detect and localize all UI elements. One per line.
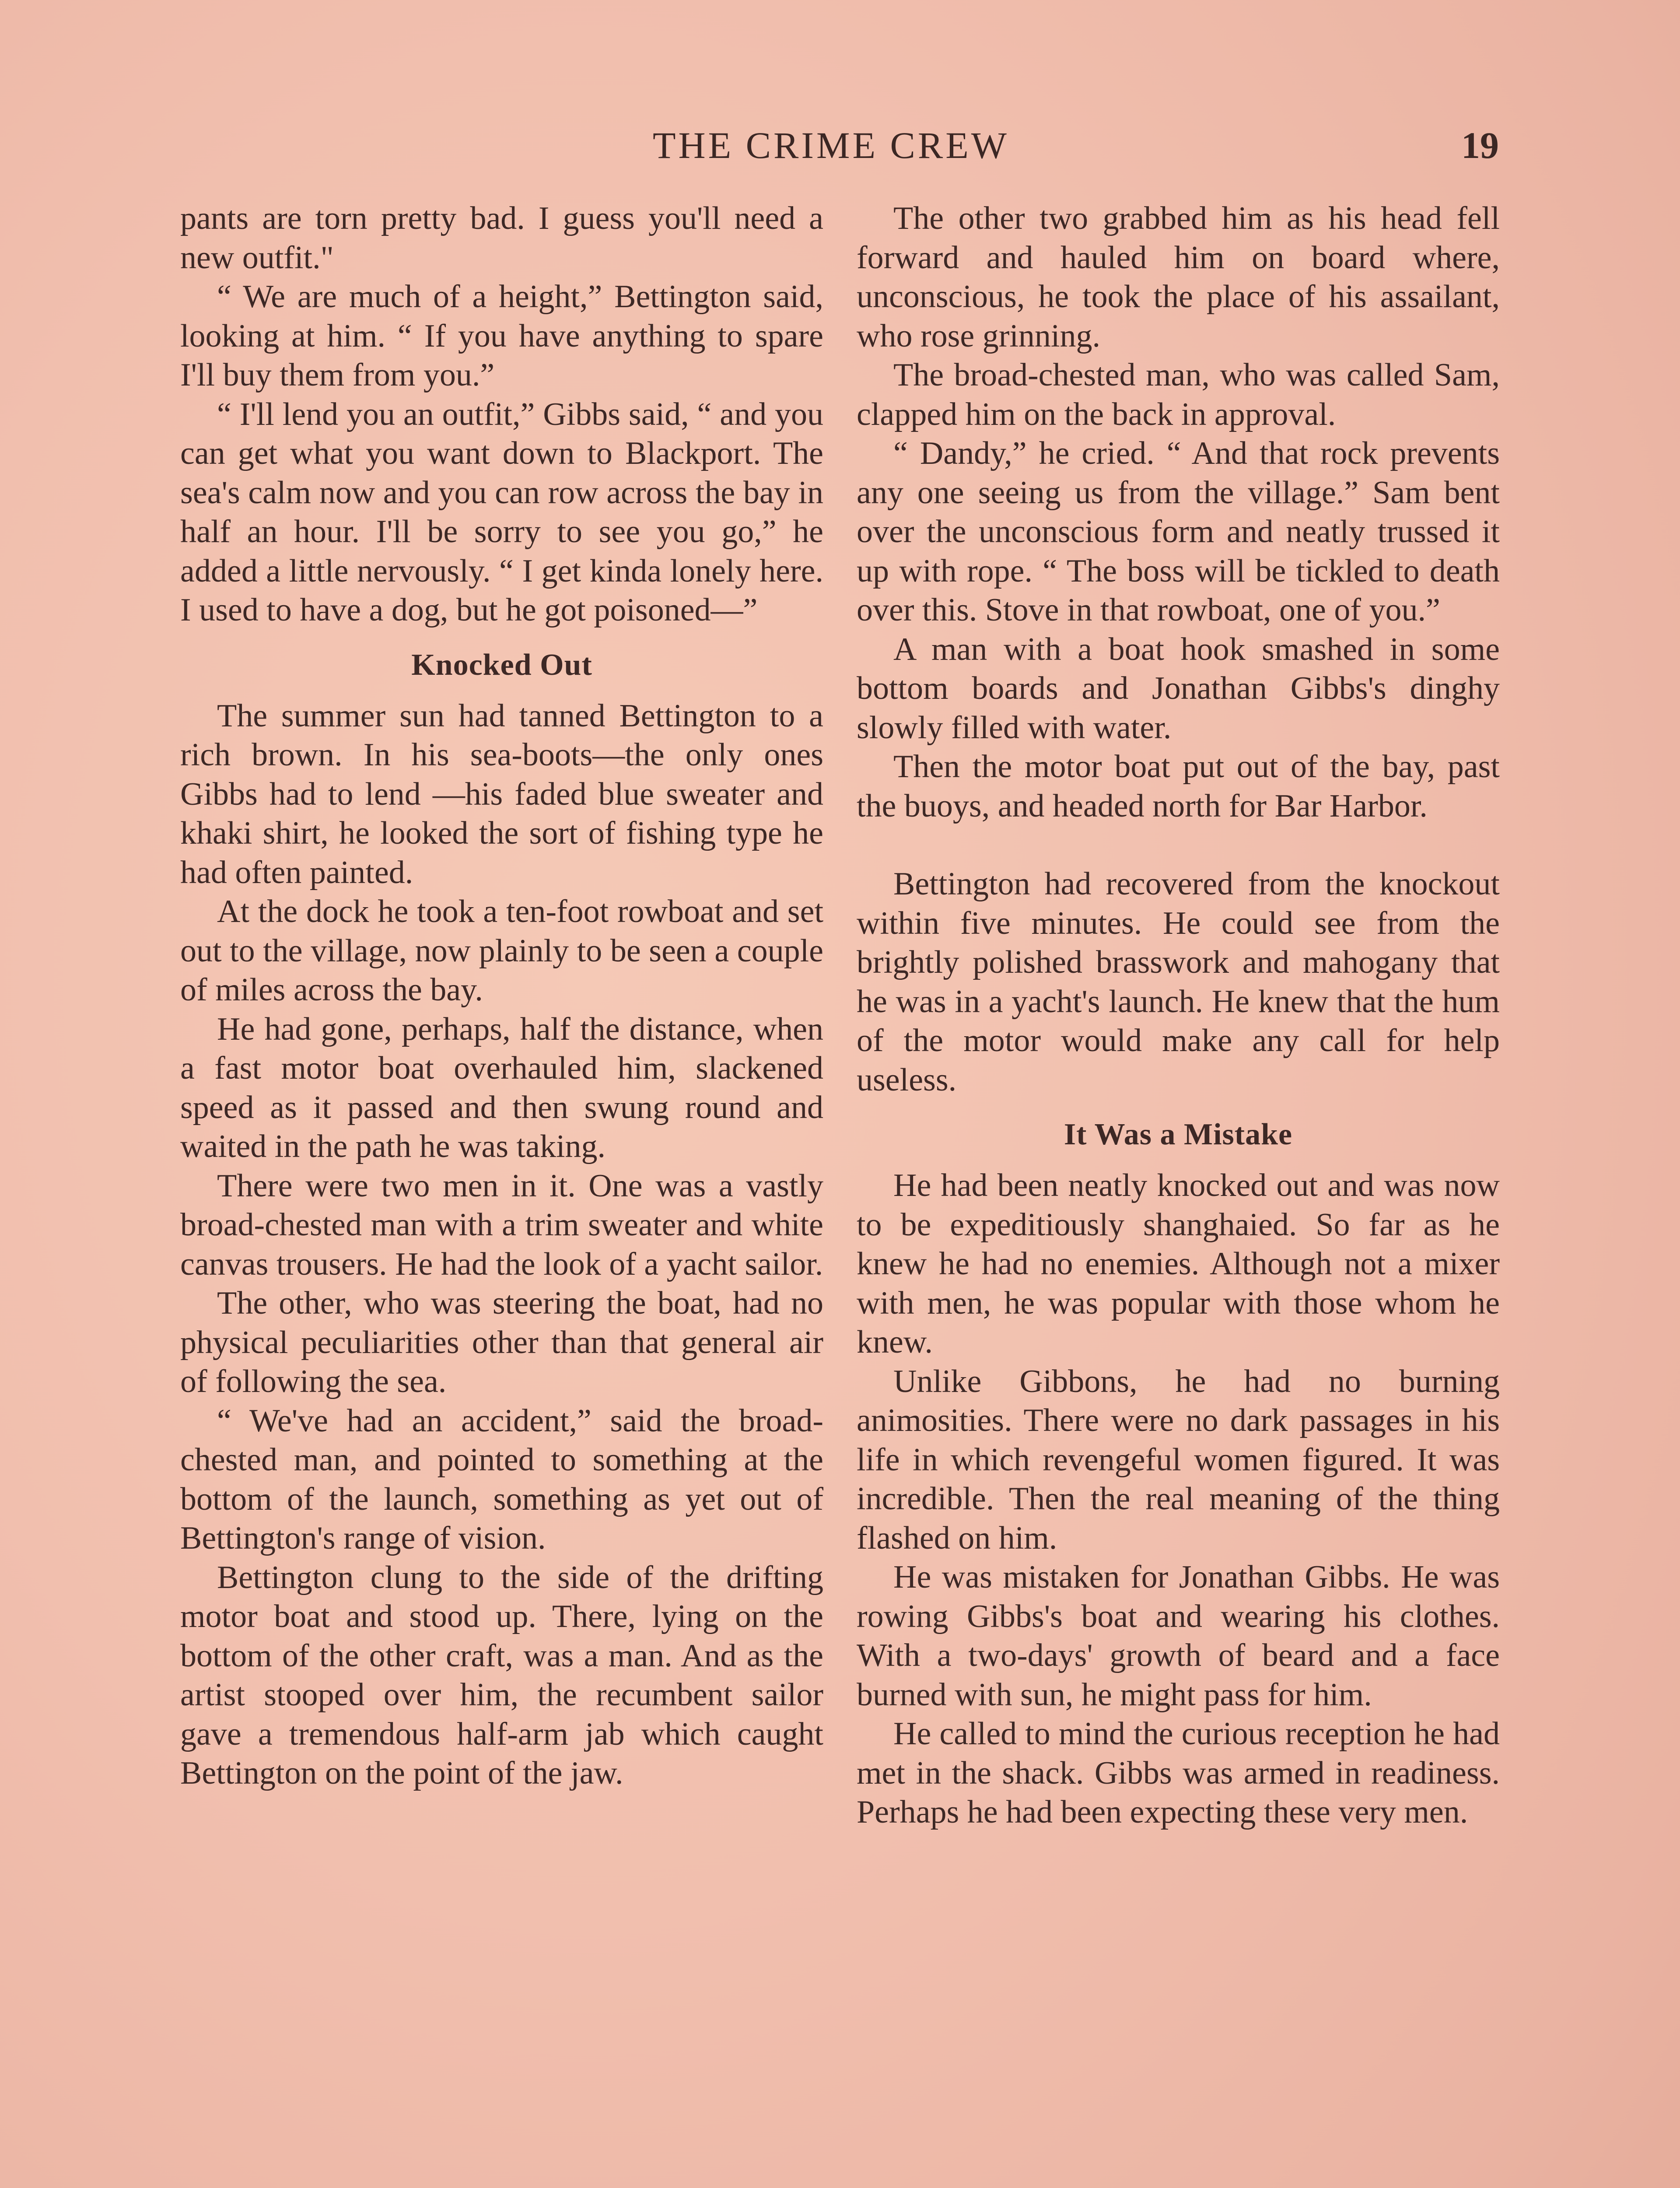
paragraph: The broad-chested man, who was called Sam, clapped him on the back in approval.	[857, 357, 1500, 432]
paragraph: A man with a boat hook smashed in some bottom boards and Jonathan Gibbs's dinghy slowly filled with water.	[857, 631, 1500, 746]
section-break	[857, 826, 1500, 865]
paragraph: At the dock he took a ten-foot rowboat and set out to the village, now plainly to be seen a couple of miles across the bay.	[180, 894, 823, 1008]
section-heading-knocked-out: Knocked Out	[411, 648, 592, 682]
paragraph: pants are torn pretty bad. I guess you'll need a new outfit."	[180, 200, 823, 276]
paragraph: “ I'll lend you an outfit,” Gibbs said, “ and you can get what you want down to Blackport. The sea's calm now and you can row across the bay in half an hour. I'll be sorry to see you go,” he added a little nervously. “ I get kinda lonely here. I used to have a dog, but he got poisoned—”	[180, 396, 823, 628]
paragraph: The other two grabbed him as his head fell forward and hauled him on board where, unconscious, he took the place of his assailant, who rose grinning.	[857, 200, 1500, 354]
paragraph: “ We are much of a height,” Bettington said, looking at him. “ If you have anything to spare I'll buy them from you.”	[180, 279, 823, 393]
right-column	[857, 199, 1500, 1832]
page-number: 19	[1461, 124, 1499, 166]
running-head-title: THE CRIME CREW	[653, 124, 1009, 166]
paragraph: Bettington clung to the side of the drifting motor boat and stood up. There, lying on the bottom of the other craft, was a man. And as the artist stooped over him, the recumbent sailor gave a tremendous half-arm jab which caught Bettington on the point of the jaw.	[180, 1559, 823, 1791]
paragraph: The other, who was steering the boat, had no physical peculiarities other than that general air of following the sea.	[180, 1285, 823, 1399]
left-column	[180, 199, 823, 1793]
paragraph: There were two men in it. One was a vastly broad-chested man with a trim sweater and white canvas trousers. He had the look of a yacht sailor.	[180, 1168, 823, 1282]
paragraph: Unlike Gibbons, he had no burning animosities. There were no dark passages in his life in which revengeful women figured. It was incredible. Then the real meaning of the thing flashed on him.	[857, 1363, 1500, 1556]
paragraph: Then the motor boat put out of the bay, past the buoys, and headed north for Bar Harbor.	[857, 749, 1500, 824]
paragraph: He called to mind the curious reception he had met in the shack. Gibbs was armed in readiness. Perhaps he had been expecting these very men.	[857, 1716, 1500, 1830]
paragraph: He had been neatly knocked out and was now to be expeditiously shanghaied. So far as he knew he had no enemies. Although not a mixer with men, he was popular with those whom he knew.	[857, 1168, 1500, 1360]
paragraph: Bettington had recovered from the knockout within five minutes. He could see from the brightly polished brasswork and mahogany that he was in a yacht's launch. He knew that the hum of the motor would make any call for help useless.	[857, 866, 1500, 1098]
paragraph: “ Dandy,” he cried. “ And that rock prevents any one seeing us from the village.” Sam bent over the unconscious form and neatly trussed it up with rope. “ The boss will be tickled to death over this. Stove in that rowboat, one of you.”	[857, 435, 1500, 628]
paragraph: The summer sun had tanned Bettington to a rich brown. In his sea-boots—the only ones Gibbs had to lend —his faded blue sweater and khaki shirt, he looked the sort of fishing type he had often painted.	[180, 698, 823, 891]
section-heading-it-was-a-mistake: It Was a Mistake	[1064, 1118, 1293, 1151]
paragraph: He had gone, perhaps, half the distance, when a fast motor boat overhauled him, slackened speed as it passed and then swung round and waited in the path he was taking.	[180, 1011, 823, 1164]
paragraph: “ We've had an accident,” said the broad-chested man, and pointed to something at the bottom of the launch, something as yet out of Bettington's range of vision.	[180, 1403, 823, 1556]
paragraph: He was mistaken for Jonathan Gibbs. He was rowing Gibbs's boat and wearing his clothes. With a two-days' growth of beard and a face burned with sun, he might pass for him.	[857, 1559, 1500, 1713]
